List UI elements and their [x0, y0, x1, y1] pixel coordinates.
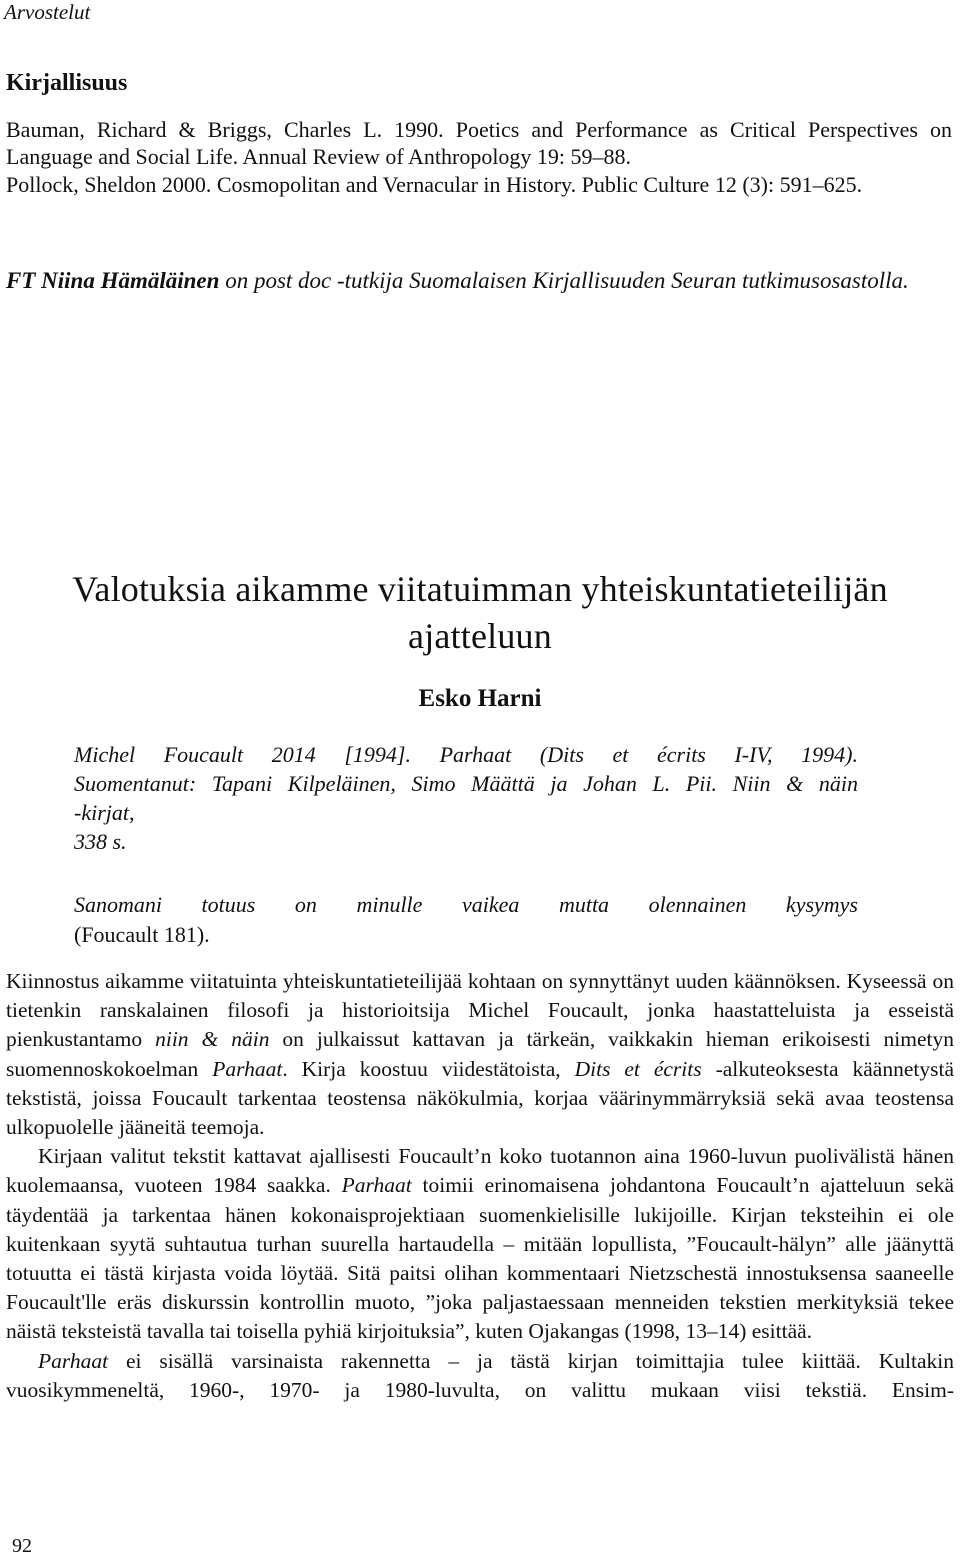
- reference-item: Bauman, Richard & Briggs, Charles L. 1990. Poetics and Performance as Critical Perspectives on Language and Social Life. Annual Review of Anthropology 19: 59–88.: [6, 117, 952, 170]
- book-info-line: 338 s.: [74, 829, 127, 854]
- body-text-run: Kiinnostus aikamme viitatuinta yhteiskuntatieteilijää kohtaan on synnyttänyt uuden käännöksen. Kyseessä on tietenkin ranskalainen filosofi ja historioitsija Michel Foucault, jonka haastatteluista ja esseistä pienkustantamo: [6, 969, 954, 1052]
- author-note: [6, 266, 952, 296]
- section-heading: Kirjallisuus: [6, 70, 128, 96]
- reference-item: Pollock, Sheldon 2000. Cosmopolitan and Vernacular in History. Public Culture 12 (3): 591–625.: [6, 171, 863, 197]
- body-text-run: -alkuteoksesta käännetystä tekstistä, joissa Foucault tarkentaa teostensa näkökulmia, korjaa väärinymmärryksiä sekä avaa teostensa ulkopuolelle jääneitä teemoja.: [6, 1056, 954, 1140]
- author-note-text: on post doc -tutkija Suomalaisen Kirjallisuuden Seuran tutkimusosastolla.: [219, 268, 909, 293]
- book-info-line: Suomentanut: Tapani Kilpeläinen, Simo Määttä ja Johan L. Pii. Niin & näin: [74, 771, 858, 796]
- author-note-name: FT Niina Hämäläinen: [6, 268, 220, 293]
- body-paragraph: [6, 1142, 954, 1346]
- body-text-emphasis: Dits et écrits: [574, 1056, 702, 1081]
- body-text-emphasis: Parhaat: [38, 1348, 109, 1373]
- epigraph: [74, 890, 858, 950]
- reference-list: [6, 116, 952, 198]
- body-text-run: Kirjaan valitut tekstit kattavat ajallisesti Foucault’n koko tuotannon aina 1960-luvun puolivälistä hänen kuolemaansa, vuoteen 1984 saakka.: [6, 1144, 954, 1198]
- page-number: 92: [12, 1535, 32, 1557]
- epigraph-quote: Sanomani totuus on minulle vaikea mutta olennainen kysymys: [74, 892, 858, 917]
- epigraph-citation: (Foucault 181).: [74, 922, 210, 947]
- body-text-emphasis: niin & näin: [155, 1027, 270, 1052]
- running-header: Arvostelut: [4, 0, 91, 24]
- article-title: Valotuksia aikamme viitatuimman yhteiskuntatieteilijän ajatteluun: [72, 569, 888, 656]
- body-text-emphasis: Parhaat: [341, 1173, 412, 1198]
- body-text-emphasis: Parhaat: [212, 1056, 283, 1081]
- article-body: [6, 967, 954, 1405]
- book-info-line: -kirjat,: [74, 800, 135, 825]
- body-paragraph: [6, 967, 954, 1142]
- body-text-run: on julkaissut kattavan ja tärkeän, vaikkakin hieman erikoisesti nimetyn suomennoskokoelman: [6, 1027, 954, 1081]
- body-text-run: . Kirja koostuu viidestätoista,: [282, 1056, 575, 1081]
- article-author: Esko Harni: [418, 685, 542, 712]
- book-info-line: Michel Foucault 2014 [1994]. Parhaat (Dits et écrits I-IV, 1994).: [74, 742, 858, 767]
- body-text-run: ei sisällä varsinaista rakennetta – ja tästä kirjan toimittajia tulee kiittää. Kultakin vuosikymmeneltä, 1960-, 1970- ja 1980-luvulta, on valittu mukaan viisi tekstiä. Ensim-: [6, 1348, 954, 1402]
- body-text-run: toimii erinomaisena johdantona Foucault’n ajatteluun sekä täydentää ja tarkentaa hänen kokonaisprojektiaan suomenkielisille lukijoille. Kirjan teksteihin ei ole kuitenkaan syytä suhtautua turhan suurella hartaudella – mitään lopullista, ”Foucault-hälyn” alle jäänyttä totuutta ei tästä kirjasta voida löytää. Sitä paitsi olihan kommentaari Nietzschestä innostuksensa saaneelle Foucault'lle eräs diskurssin kontrollin muoto, ”joka paljastaessaan menneiden tekstien merkityksiä tekee näistä teksteistä tavalla tai toisella pyhiä kirjoituksia”, kuten Ojakangas (1998, 13–14) esittää.: [6, 1173, 955, 1344]
- body-paragraph: [6, 1347, 954, 1405]
- book-info: [74, 740, 858, 856]
